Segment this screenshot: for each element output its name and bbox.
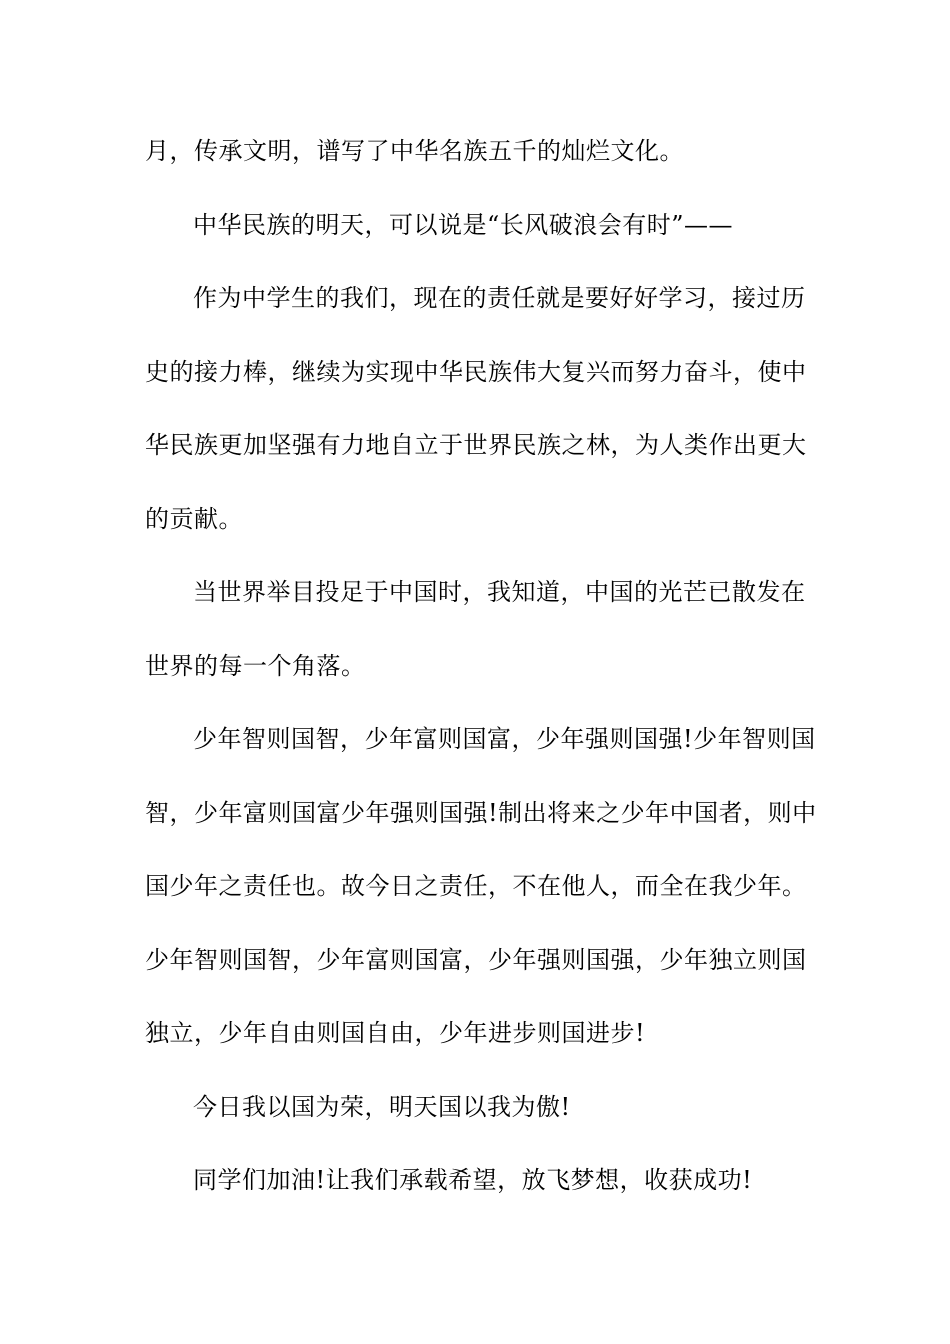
text-line: 同学们加油!让我们承载希望，放飞梦想，收获成功! [193, 1166, 753, 1194]
text-line: 当世界举目投足于中国时，我知道，中国的光芒已散发在 [193, 578, 806, 606]
text-line: 世界的每一个角落。 [145, 651, 366, 680]
body-text [145, 115, 817, 1218]
text-line: 华民族更加坚强有力地自立于世界民族之林，为人类作出更大 [145, 431, 807, 459]
text-line: 的贡献。 [145, 504, 243, 533]
text-line: 独立，少年自由则国自由，少年进步则国进步! [145, 1019, 646, 1047]
text-line: 中华民族的明天，可以说是“长风破浪会有时”—— [193, 210, 734, 239]
text-line: 史的接力棒，继续为实现中华民族伟大复兴而努力奋斗，使中 [145, 357, 807, 386]
text-line: 国少年之责任也。故今日之责任，不在他人，而全在我少年。 [145, 872, 807, 900]
text-line: 今日我以国为荣，明天国以我为傲! [193, 1092, 571, 1121]
text-line: 月，传承文明，谱写了中华名族五千的灿烂文化。 [145, 137, 684, 165]
text-line: 少年智则国智，少年富则国富，少年强则国强!少年智则国 [193, 725, 816, 753]
text-line: 作为中学生的我们，现在的责任就是要好好学习，接过历 [193, 284, 806, 312]
text-line: 智，少年富则国富少年强则国强!制出将来之少年中国者，则中 [145, 798, 817, 827]
text-line: 少年智则国智，少年富则国富，少年强则国强，少年独立则国 [145, 945, 807, 974]
